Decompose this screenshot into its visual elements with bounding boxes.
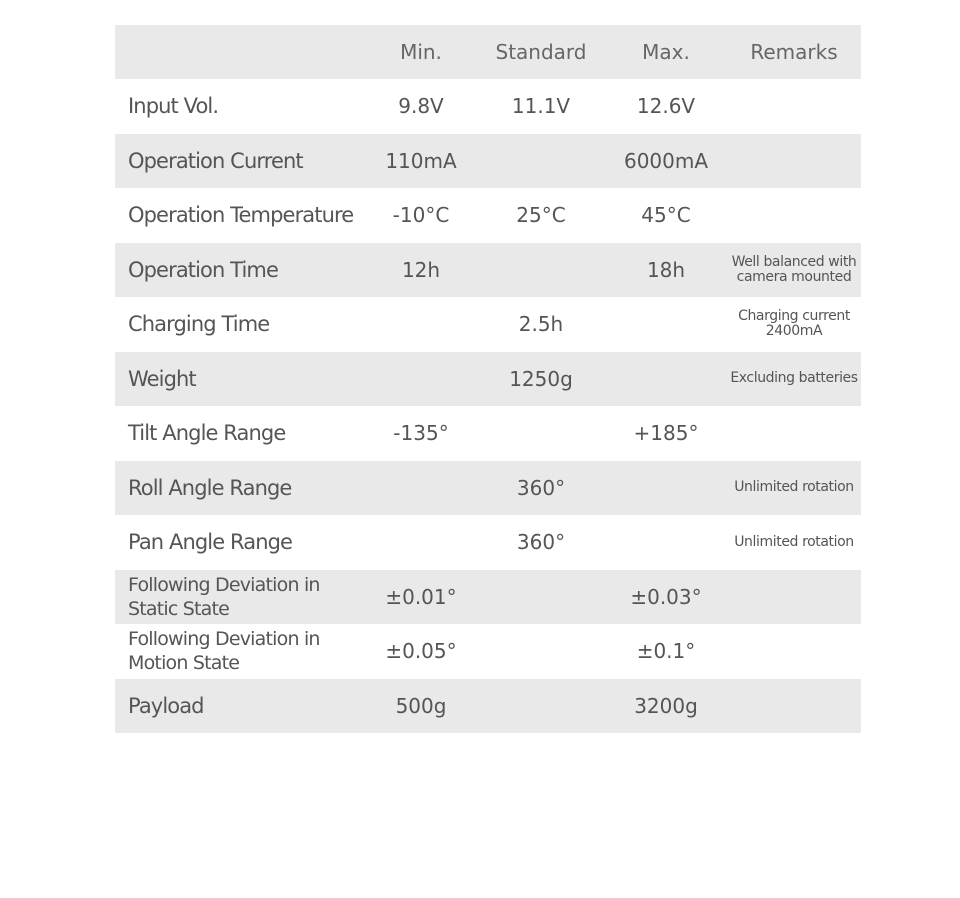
spec-table [115,25,861,733]
remarks-value: Excluding batteries [730,370,858,387]
standard-value: 360° [516,530,566,555]
max-value [605,297,727,352]
row-label: Roll Angle Range [128,475,292,500]
min-value: 500g [395,693,447,718]
table-row [115,406,861,461]
header-max: Max. [642,40,690,64]
min-value: ±0.05° [385,639,457,664]
header-blank [115,25,365,79]
header-remarks: Remarks [750,40,838,64]
standard-value: 1250g [509,366,573,391]
header-min: Min. [400,40,442,64]
row-label: Operation Time [128,257,278,282]
remarks-value: Unlimited rotation [734,533,854,550]
table-row [115,243,861,298]
standard-value [477,624,605,679]
min-value [365,352,477,407]
remarks-value: Well balanced with camera mounted [731,253,857,285]
min-value [365,461,477,516]
min-value [365,297,477,352]
standard-value [477,679,605,734]
remarks-value [727,570,861,625]
remarks-value [727,79,861,134]
max-value: 18h [646,257,686,282]
remarks-value: Unlimited rotation [734,479,854,496]
max-value: 6000mA [623,148,709,173]
remarks-value [727,188,861,243]
max-value [605,461,727,516]
min-value: 110mA [385,148,457,173]
remarks-value [727,406,861,461]
min-value: 9.8V [398,94,444,119]
standard-value: 11.1V [511,94,571,119]
table-row [115,461,861,516]
row-label: Payload [128,693,204,718]
table-row [115,679,861,734]
table-row [115,515,861,570]
max-value [605,352,727,407]
row-label: Following Deviation in Motion State [128,628,320,675]
min-value: ±0.01° [385,584,457,609]
row-label: Input Vol. [128,94,219,119]
table-row [115,570,861,625]
max-value: 45°C [641,203,691,228]
table-header-row [115,25,861,79]
row-label: Following Deviation in Static State [128,573,320,620]
remarks-value: Charging current 2400mA [738,308,850,340]
table-row [115,188,861,243]
remarks-value [727,679,861,734]
standard-value: 2.5h [518,312,564,337]
row-label: Operation Current [128,148,303,173]
remarks-value [727,134,861,189]
min-value: -10°C [392,203,450,228]
standard-value [477,406,605,461]
row-label: Operation Temperature [128,203,354,228]
max-value: 3200g [634,693,698,718]
standard-value [477,570,605,625]
min-value: 12h [401,257,441,282]
max-value: ±0.03° [630,584,702,609]
standard-value: 360° [516,475,566,500]
row-label: Tilt Angle Range [128,421,286,446]
min-value: -135° [393,421,449,446]
table-row [115,134,861,189]
table-row [115,352,861,407]
standard-value [477,134,605,189]
table-row [115,79,861,134]
remarks-value [727,624,861,679]
max-value: +185° [633,421,699,446]
standard-value [477,243,605,298]
table-row [115,297,861,352]
row-label: Pan Angle Range [128,530,293,555]
table-row [115,624,861,679]
max-value: ±0.1° [636,639,696,664]
standard-value: 25°C [516,203,566,228]
header-standard: Standard [495,40,587,64]
row-label: Charging Time [128,312,270,337]
row-label: Weight [128,366,196,391]
min-value [365,515,477,570]
max-value [605,515,727,570]
max-value: 12.6V [636,94,696,119]
